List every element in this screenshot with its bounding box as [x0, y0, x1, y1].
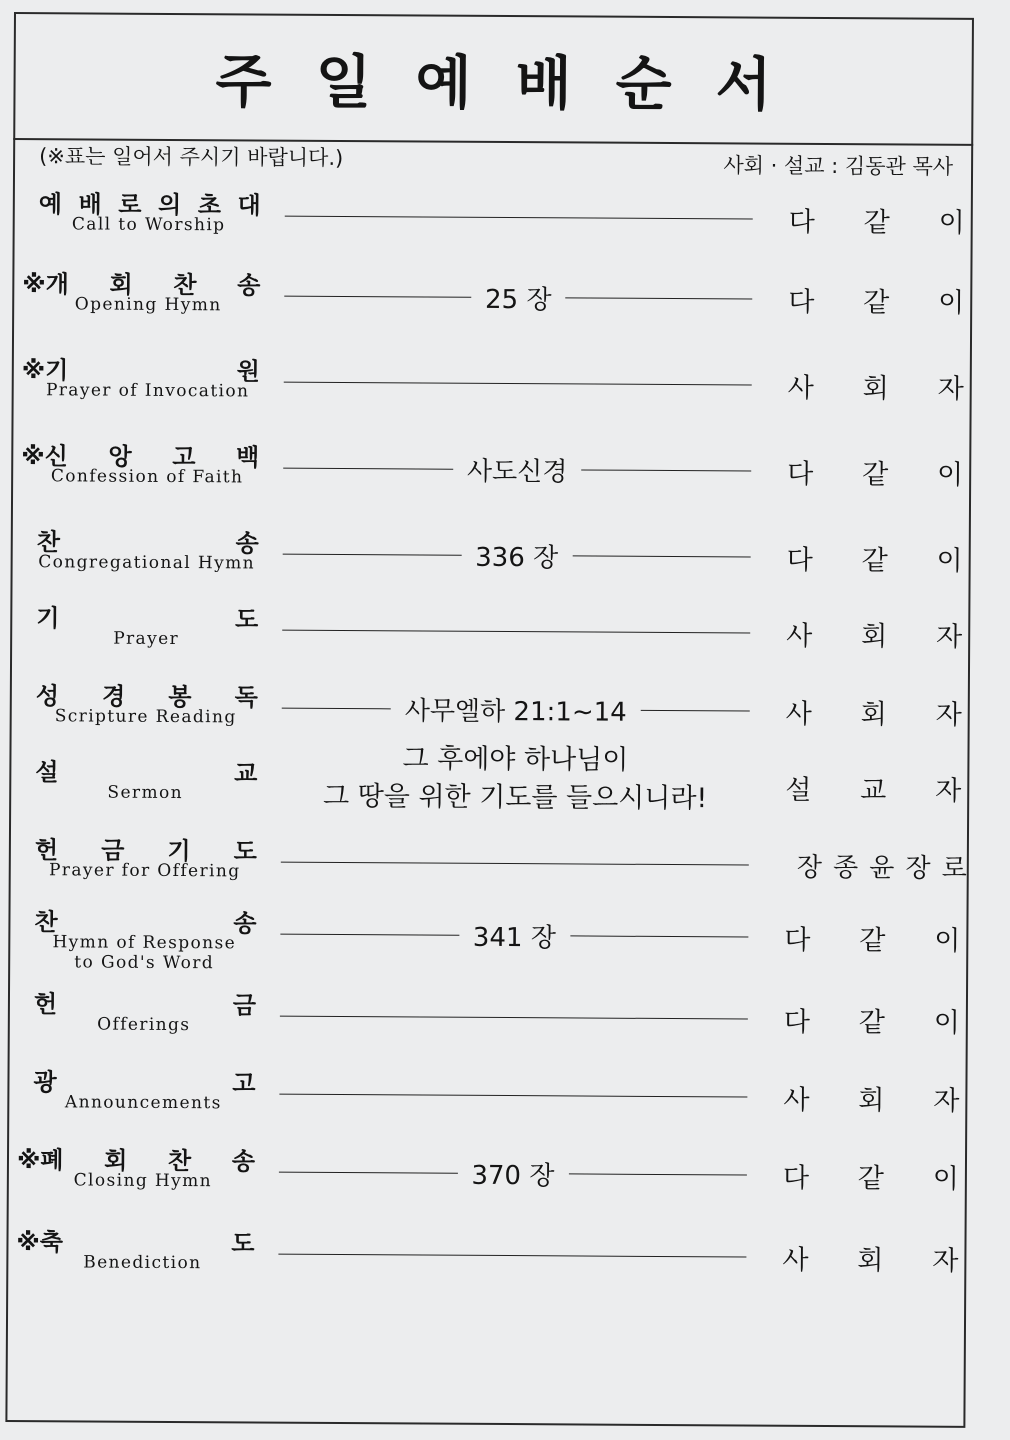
item-responsible-char: 사: [786, 620, 813, 652]
item-title-english-line: Offerings: [97, 1014, 191, 1036]
leader-line: [284, 295, 471, 297]
item-title-char: 고: [172, 442, 196, 472]
leader-line: [565, 297, 752, 299]
item-detail: [281, 842, 749, 885]
item-detail: [280, 996, 748, 1039]
leader-line: [572, 555, 751, 557]
item-title-english-line: Scripture Reading: [54, 706, 237, 728]
item-responsible: [782, 1237, 958, 1278]
item-title-char: 예: [38, 190, 63, 219]
item-title-char: 찬: [34, 908, 58, 937]
item-title-english: [28, 1014, 260, 1035]
item-title-char: 찬: [167, 1146, 192, 1176]
item-responsible-char: 장: [905, 852, 931, 884]
item-responsible-char: 자: [935, 699, 962, 731]
item-title-english-line: to God's Word: [74, 952, 215, 974]
service-item: [11, 350, 971, 436]
item-responsible-char: 같: [863, 286, 890, 318]
service-item: [8, 902, 968, 988]
item-title-char: ※폐: [16, 1146, 64, 1175]
item-responsible-char: 다: [782, 1162, 810, 1194]
item-title-english-line: Confession of Faith: [50, 466, 244, 488]
item-detail: [285, 196, 753, 239]
item-detail: [283, 534, 751, 577]
leader-line: [280, 1015, 748, 1019]
leader-line: [283, 467, 453, 469]
item-title-english-line: Closing Hymn: [73, 1170, 213, 1192]
item-title-char: 송: [233, 909, 257, 938]
leader-line: [283, 553, 462, 555]
item-responsible-char: 이: [938, 287, 965, 319]
item-detail: [283, 448, 751, 491]
item-title-english-line: Prayer for Offering: [48, 860, 241, 882]
service-item: [8, 984, 968, 1070]
item-title-english: [29, 782, 261, 803]
item-title-char: ※기: [21, 356, 69, 385]
item-title-char: 헌: [33, 990, 58, 1019]
item-title-english-line: Announcements: [64, 1092, 222, 1114]
item-title-char: 배: [78, 190, 102, 219]
leader-line: [568, 1173, 747, 1175]
leader-line: [281, 861, 749, 865]
item-title-char: 광: [33, 1068, 57, 1097]
item-responsible-char: 이: [938, 207, 965, 239]
service-item: [9, 743, 969, 838]
item-responsible-char: 이: [932, 1163, 959, 1195]
item-responsible-char: 윤: [869, 852, 895, 883]
leader-line: [282, 629, 750, 633]
item-responsible-char: 사: [785, 698, 812, 730]
item-responsible-char: 회: [860, 698, 887, 730]
title-box: [13, 12, 974, 146]
item-responsible-char: 사: [782, 1244, 809, 1276]
service-item: [7, 1140, 967, 1226]
item-title-char: 금: [101, 836, 125, 865]
item-responsible-char: 다: [786, 544, 813, 576]
item-title-char: 금: [232, 991, 257, 1020]
service-item: [10, 598, 970, 684]
item-responsible-char: 회: [862, 372, 889, 404]
item-title-char: 봉: [168, 682, 192, 712]
item-detail-text: 사무엘하 21:1~14: [404, 695, 627, 728]
service-item: [10, 522, 970, 608]
item-responsible-char: 이: [937, 459, 964, 491]
leader-line: [282, 707, 391, 709]
service-item: [11, 436, 971, 522]
item-title-english-line: Sermon: [107, 782, 184, 804]
item-detail-text: 341 장: [472, 922, 556, 953]
item-title-english-line: Opening Hymn: [74, 294, 222, 316]
item-title-char: 고: [232, 1069, 256, 1098]
item-responsible: [785, 767, 961, 808]
item-title-char: 송: [231, 1147, 256, 1176]
item-detail-text: 25 장: [484, 284, 552, 315]
leader-line: [581, 469, 751, 471]
item-detail-text: 336 장: [475, 542, 559, 573]
item-title-english: [30, 706, 262, 727]
item-title-english: [31, 466, 263, 487]
leader-line: [570, 935, 749, 937]
item-responsible-char: 이: [934, 925, 961, 957]
item-title-char: 회: [104, 1146, 128, 1175]
item-title-char: ※개: [22, 270, 69, 299]
item-detail: [280, 914, 748, 957]
item-title-char: 송: [237, 271, 261, 300]
item-responsible-char: 이: [933, 1007, 960, 1039]
item-detail: [284, 276, 752, 319]
item-responsible-char: 다: [783, 1006, 811, 1038]
item-title-char: ※축: [16, 1228, 64, 1257]
item-title-char: 도: [233, 837, 257, 866]
item-title-char: 기: [167, 836, 191, 866]
item-title-char: 대: [237, 191, 261, 220]
item-responsible: [797, 845, 967, 886]
leader-line: [641, 709, 750, 711]
leader-line: [279, 1171, 458, 1173]
page-title: 주일예배순서: [215, 47, 816, 119]
item-responsible: [786, 691, 962, 732]
sermon-title-line: 그 땅을 위한 기도를 들으시니라!: [322, 780, 708, 815]
item-responsible: [786, 613, 962, 654]
item-responsible-char: 자: [933, 1085, 960, 1117]
sermon-title: [281, 740, 749, 819]
item-title-english-line: Call to Worship: [71, 214, 226, 236]
item-title-char: 기: [36, 604, 60, 633]
item-responsible: [788, 279, 964, 320]
service-item: [12, 264, 972, 350]
item-detail: [279, 1152, 747, 1195]
item-title-char: 백: [235, 443, 260, 472]
item-responsible-char: 같: [858, 1006, 885, 1038]
item-responsible-char: 이: [936, 545, 963, 577]
item-responsible-char: 설: [785, 774, 812, 806]
item-title-char: 회: [109, 270, 133, 299]
sermon-title-line: 그 후에야 하나님이: [402, 743, 629, 776]
item-title-english: [28, 932, 260, 973]
item-title-char: 도: [231, 1229, 255, 1258]
item-title-char: 송: [235, 529, 259, 558]
item-title-english: [31, 552, 263, 573]
item-title-english: [29, 860, 261, 881]
item-responsible-char: 다: [787, 458, 814, 490]
item-detail: [282, 688, 750, 731]
item-responsible: [789, 199, 965, 240]
item-responsible-char: 사: [783, 1084, 810, 1116]
item-detail-text: 사도신경: [466, 456, 568, 487]
item-title-english-line: Benediction: [83, 1252, 202, 1274]
item-responsible-char: 사: [787, 372, 814, 404]
item-title-char: 경: [102, 682, 126, 711]
item-detail: [278, 1234, 746, 1277]
item-responsible: [783, 1077, 959, 1118]
item-title-english: [32, 380, 264, 401]
item-title-english-line: Hymn of Response: [52, 932, 237, 954]
item-responsible-char: 자: [936, 621, 963, 653]
item-responsible-char: 장: [796, 852, 823, 883]
item-responsible-char: 자: [935, 775, 962, 807]
item-title-char: 의: [157, 190, 182, 220]
leader-line: [284, 381, 752, 385]
service-item: [6, 1222, 966, 1308]
item-responsible-char: 같: [863, 206, 890, 238]
item-responsible-char: 다: [784, 924, 811, 956]
item-responsible: [784, 999, 960, 1040]
item-responsible-char: 자: [932, 1245, 959, 1277]
item-title-char: 헌: [34, 836, 59, 865]
item-responsible-char: 로: [941, 853, 967, 884]
item-title-char: 독: [234, 683, 258, 712]
item-title-char: 초: [197, 191, 222, 220]
item-responsible: [787, 537, 963, 578]
item-responsible-char: 다: [788, 286, 815, 318]
item-responsible-char: 다: [788, 206, 815, 238]
item-responsible-char: 자: [937, 373, 964, 405]
item-title-english: [33, 214, 265, 235]
item-detail: [284, 362, 752, 405]
item-title-char: 교: [234, 759, 258, 788]
item-detail: [279, 1074, 747, 1117]
leader-line: [285, 215, 753, 219]
item-title-english: [26, 1252, 258, 1273]
item-responsible-char: 회: [861, 620, 888, 652]
item-title-char: ※신: [21, 442, 68, 471]
item-responsible-char: 회: [858, 1084, 885, 1116]
item-responsible: [788, 365, 964, 406]
leader-line: [279, 1093, 747, 1097]
item-responsible-char: 교: [860, 774, 887, 806]
item-responsible-char: 같: [862, 458, 889, 490]
item-title-char: 원: [236, 357, 260, 386]
item-responsible-char: 종: [832, 852, 859, 883]
item-title-char: 도: [235, 605, 259, 634]
item-title-english-line: Congregational Hymn: [38, 552, 256, 574]
standing-note: (※표는 일어서 주시기 바랍니다.): [39, 144, 344, 171]
service-item: [12, 184, 972, 270]
item-title-char: 설: [35, 758, 59, 787]
item-responsible-char: 회: [857, 1244, 884, 1276]
item-title-char: 로: [118, 190, 142, 219]
item-detail-text: 370 장: [471, 1160, 555, 1191]
item-responsible: [783, 1155, 959, 1196]
leader-line: [278, 1253, 746, 1257]
item-responsible-char: 같: [861, 544, 888, 576]
item-title-char: 성: [35, 682, 60, 711]
item-detail: [282, 610, 750, 653]
order-of-worship: [5, 12, 974, 1428]
item-title-english-line: Prayer of Invocation: [45, 380, 250, 402]
service-item: [7, 1062, 967, 1148]
item-title-char: 찬: [173, 270, 197, 300]
item-responsible-char: 같: [857, 1162, 885, 1194]
item-title-english: [30, 628, 262, 649]
item-title-char: 찬: [36, 528, 61, 557]
item-title-english: [27, 1092, 259, 1113]
leader-line: [280, 933, 459, 935]
item-title-english-line: Prayer: [113, 628, 180, 650]
item-title-char: 앙: [108, 442, 132, 471]
item-title-english: [32, 294, 264, 315]
item-responsible: [784, 917, 960, 958]
item-responsible-char: 같: [859, 924, 886, 956]
item-title-english: [27, 1170, 259, 1191]
officiant-line: 사회 · 설교 : 김동관 목사: [723, 153, 954, 179]
item-responsible: [787, 451, 963, 492]
